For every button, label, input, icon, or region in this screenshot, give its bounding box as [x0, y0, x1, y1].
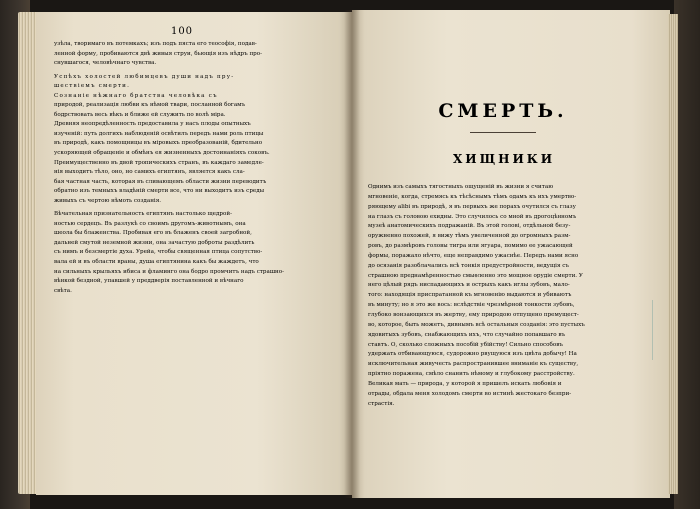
title-rule — [470, 132, 536, 133]
text-line: ровъ, до размѣровъ головы тигра или ягуара, помимо ее ужасающей — [368, 243, 573, 250]
text-line: него цѣлый рядъ ниспадающихъ и острыхъ какъ иглы зубовъ, мало- — [368, 282, 570, 289]
margin-mark — [652, 300, 667, 360]
text-line: на сильныхъ крыльяхъ ибиса и фламинго она бодро промчитъ надъ страшно- — [54, 268, 285, 275]
text-line: нія выходитъ тѣло, оно, но самихъ египтянъ, является какъ сла- — [54, 169, 245, 176]
text-line: въ природѣ, какъ помощницы въ міровыхъ преобразованій, бдительно — [54, 140, 263, 147]
text-line: ядовитыхъ зубовъ, снабжающихъ ихъ, что случайно попавшаго въ — [368, 331, 566, 338]
text-line: шествіемъ смерти. — [54, 83, 131, 90]
text-line: вѣнкой бездной, упавшей у преддверія поставленной и вѣчнаго — [54, 278, 244, 285]
text-line: того: находящія приспратанной къ мгновенію выдаются и убиваютъ — [368, 292, 572, 299]
book-gutter — [344, 10, 360, 498]
text-line: Преимущественно въ двой тропическихъ странъ, въ каждаго замедле- — [54, 159, 264, 166]
text-line: Однимъ изъ самыхъ тягостныхъ ощущеній въ жизни я считаю — [368, 184, 554, 190]
text-line: бая частная часть, которая въ сливающемъ области жизни переводитъ — [54, 178, 267, 185]
text-line: отрады, обдала меня холодомъ смерти во истинѣ жестокаго безпри- — [368, 390, 572, 397]
text-line: дальней смутой неземной жизни, она зачастую доброты раздѣлить — [54, 239, 255, 246]
text-line: страшною преднамѣренностью смыѳленно это мощное орудіе смерти. У — [368, 272, 583, 279]
text-line: ленной форму, пробиваются двѣ живыя струи, бьющія изъ нѣдръ про- — [54, 50, 263, 57]
text-line: удержать отбивающуюся, судорожно рвущуюся изъ цвѣта добычу! На — [368, 351, 577, 358]
text-line: до осязанія разоблачались всѣ тонкія предустройности, ведущія съ — [368, 262, 569, 269]
text-line: живыхъ съ чертою нѣмоть созданія. — [54, 197, 162, 204]
text-line: Великая мать — природа, у которой я пришелъ искать любовія и — [368, 380, 562, 387]
text-line: Успѣхъ холостей любимцевъ души надъ пру- — [54, 73, 235, 80]
text-line: Вѣчательная признательность египтянъ настолько щедрой- — [54, 211, 233, 218]
text-line: мгновеніе, когда, стремясь къ тѣсѣснымъ тѣмъ одамъ къ ихъ умертво- — [368, 193, 577, 200]
text-line: изученій: путь долгихъ наблюденій освѣтилъ передъ нами роль птицы — [54, 130, 264, 137]
text-line: свѣта. — [54, 287, 72, 294]
text-line: шеола бы блаженства. Пробивая его въ блаженъ своей загробной, — [54, 230, 252, 237]
text-line: оружненно похожей, я вижу тѣмъ увеличенной до огромныхъ разм- — [368, 233, 571, 240]
text-line: во, которое, быть можетъ, дивнымъ всѣ остальныя созданія: это пустыхъ — [368, 321, 585, 328]
text-line: ставтъ. О, сколько сложныхъ пособій убійству! Сильно способовъ — [368, 341, 563, 348]
text-line: бодрствовать весь вѣкъ и ближе ей служить по волѣ міра. — [54, 111, 226, 118]
text-line: вала ей и въ области враны, душа египтянина какъ бы жаждетъ, что — [54, 259, 259, 266]
text-line: природой, реализація любви къ нѣмой твари, посланной богамъ — [54, 102, 246, 109]
text-line: въ минуту; но я это же вось: вслѣдствіе чрезмѣрной тонкости зубовъ, — [368, 302, 575, 309]
text-line: съ нимъ и безсмертіе духа. Урейа, чтобы священная птица сопутство- — [54, 249, 263, 256]
text-line: на глазъ съ головою ехидны. Это случилось со мной въ дрогоцѣнномъ — [368, 213, 577, 220]
chapter-title: СМЕРТЬ. — [438, 100, 568, 122]
page-edges-right — [668, 14, 678, 494]
text-line: снувшагося, человѣчнаго чувства. — [54, 60, 157, 67]
text-line: пріятно поражена, смѣло снанить нѣмому и глубокому расстройству. — [368, 371, 575, 378]
right-page-text — [368, 183, 650, 409]
left-page-text — [54, 40, 326, 296]
text-line: страстія. — [368, 400, 395, 407]
text-line: узѣла, творимаго въ потемкахъ; изъ подъ пяста его теософія, подав- — [54, 41, 257, 47]
text-line: глубоко вонзающихся въ жертву, ему природою отпущено премущест- — [368, 311, 579, 318]
section-title: ХИЩНИКИ — [452, 152, 556, 166]
text-line: Сознаніе нѣжнаго братства человѣка съ — [54, 92, 218, 99]
text-line: ускоряющей обращеніе и обмѣнъ ея жизненныхъ достоинаніяхъ соковъ. — [54, 150, 270, 157]
text-line: формы, поражало нѣчто, еще неправдимо ужаснѣе. Передъ нами ясно — [368, 252, 579, 259]
page-number: 100 — [170, 26, 194, 37]
text-line: ностью сердецъ. Въ разлукѣ со своимъ другомъ-животнымъ, она — [54, 220, 246, 227]
text-line: исключительная живучесть распространившее вниманіе къ существу, — [368, 361, 579, 368]
text-line: обратно изъ темныхъ владѣній смерти все, что ни выходитъ изъ среды — [54, 188, 265, 195]
text-line: музеѣ анатомическихъ подражаній. Въ этой голові, отдѣльной безу- — [368, 223, 571, 230]
text-line: Древняя неопредѣленность предоставила у насъ плоды опытныхъ — [54, 121, 251, 128]
text-line: ряющему alibi въ природѣ, я въ первыхъ же порахъ очутился съ глазу — [368, 203, 576, 210]
